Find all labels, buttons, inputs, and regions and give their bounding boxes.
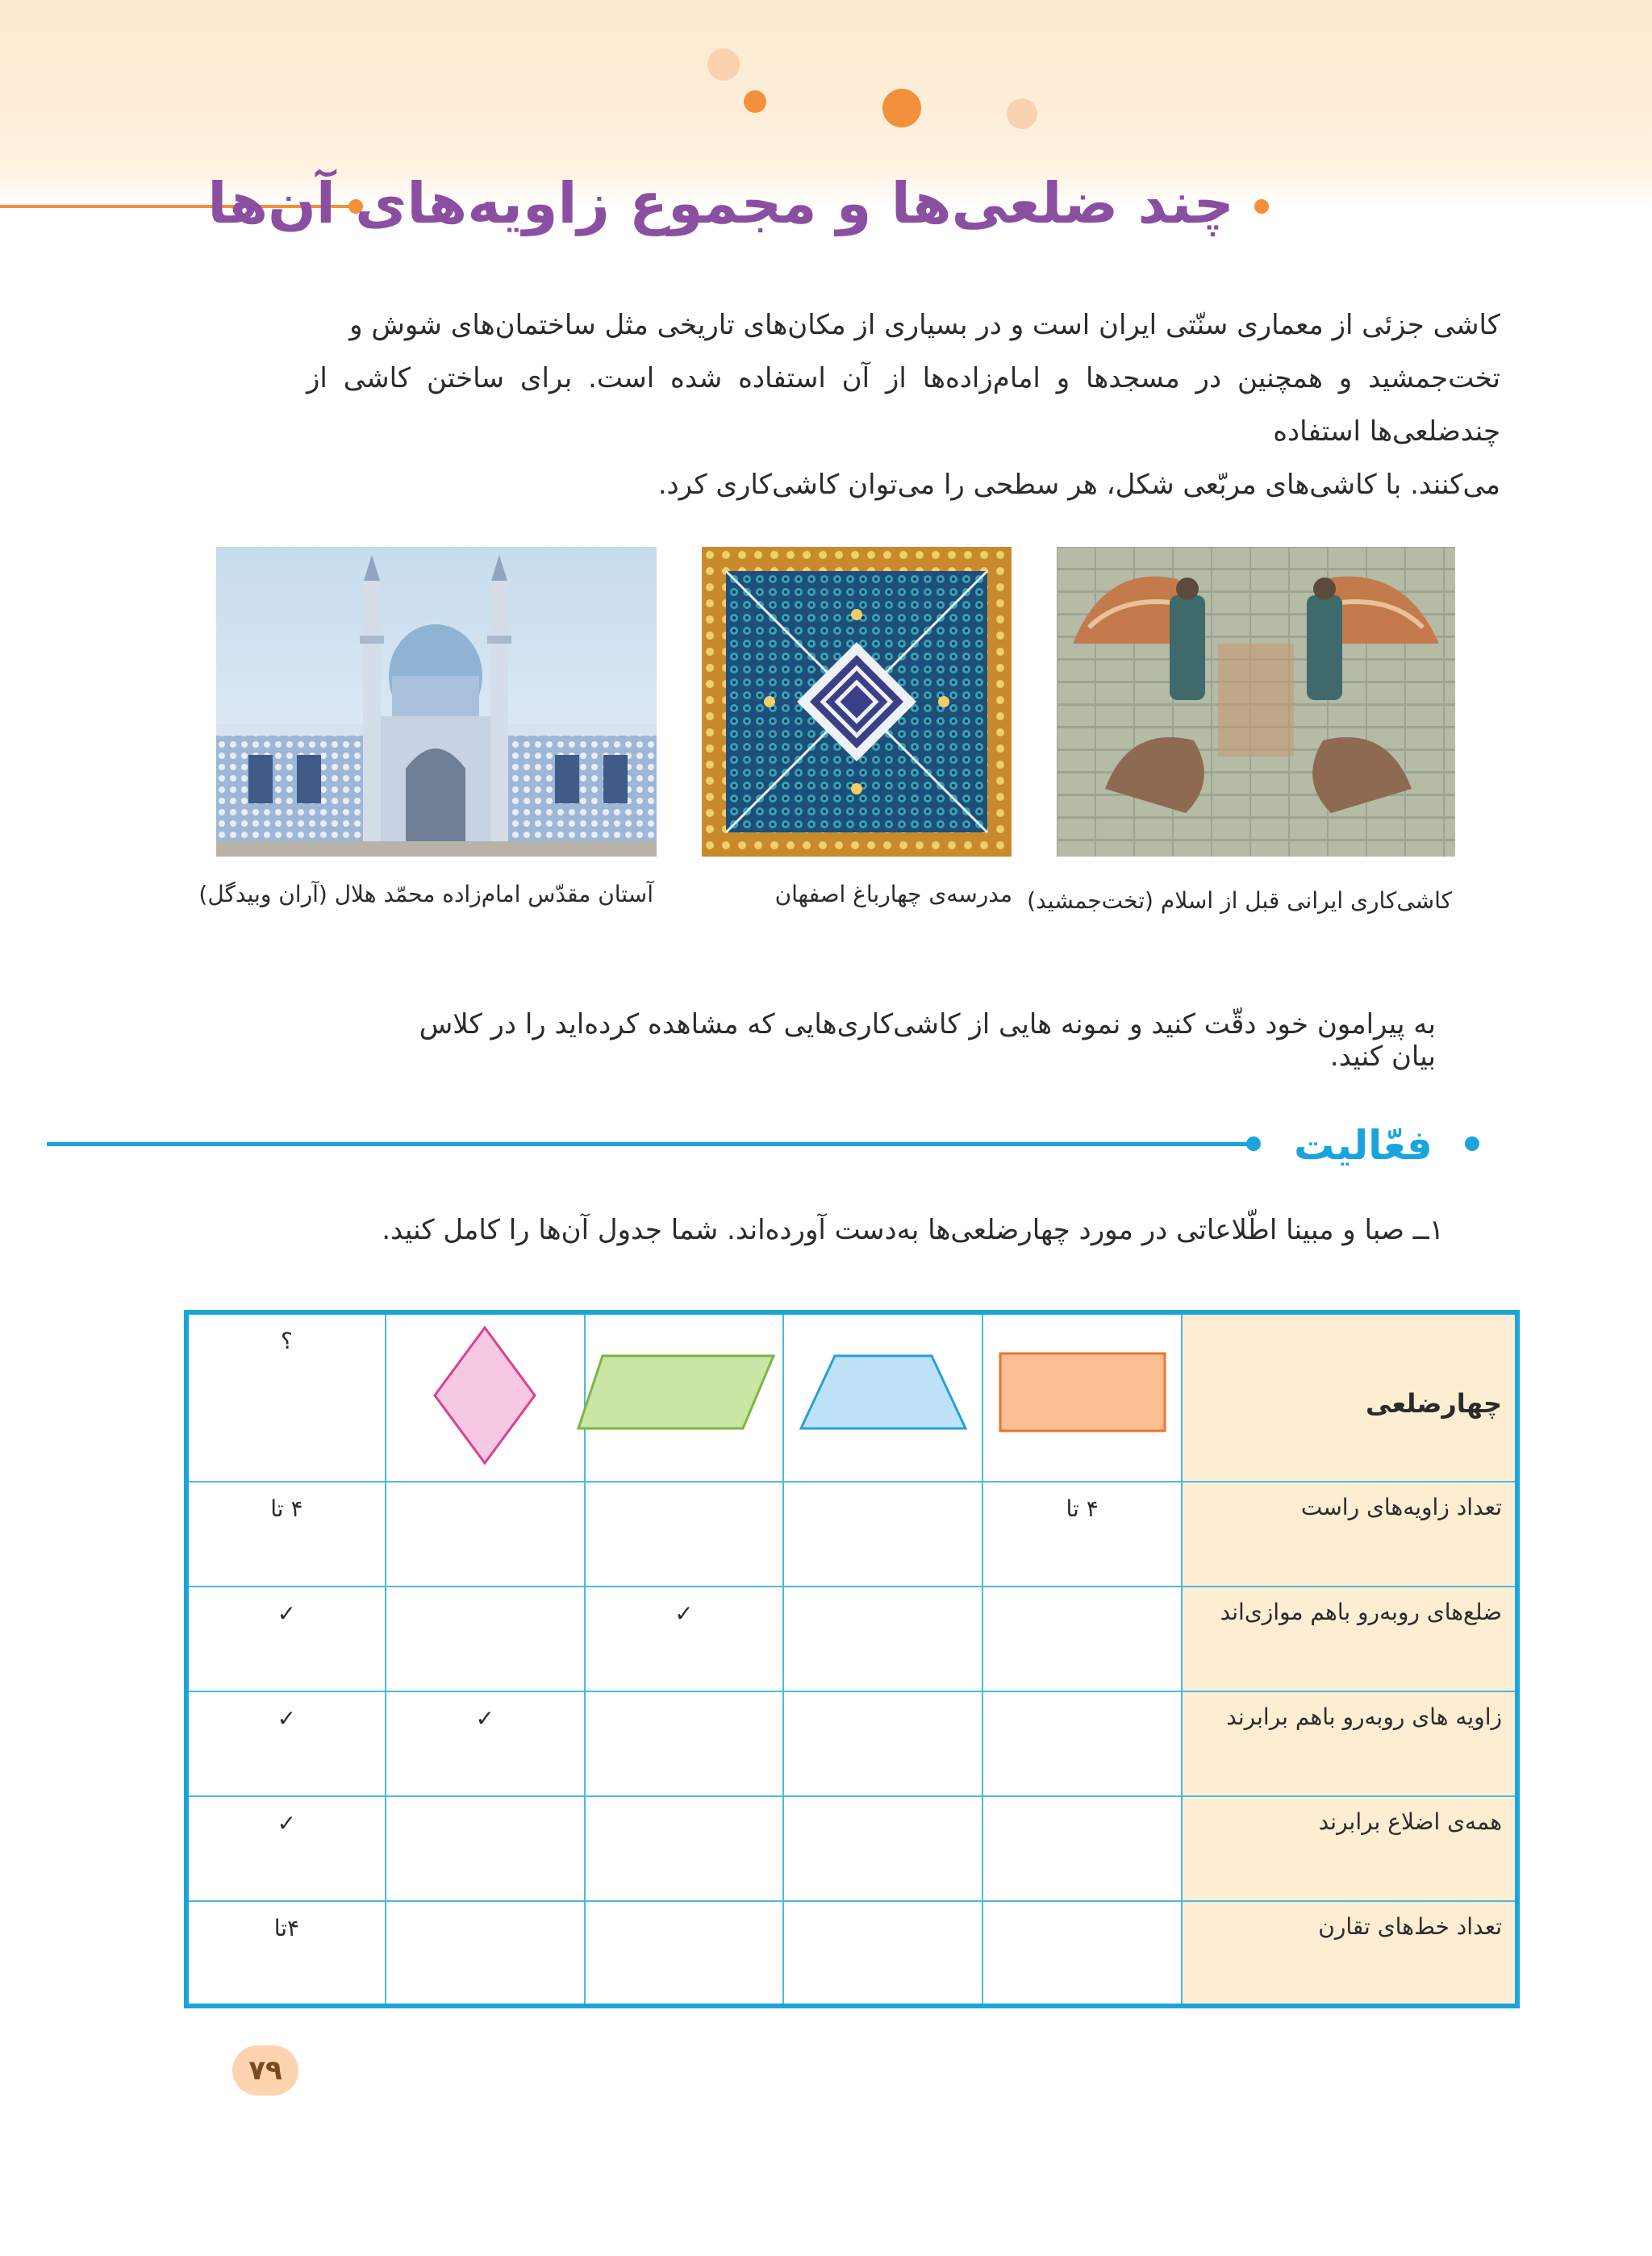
table-cell — [585, 1796, 784, 1901]
persepolis-tile-photo — [1057, 547, 1455, 857]
table-cell — [783, 1482, 982, 1587]
intro-line: تخت‌جمشید و همچنین در مسجدها و امام‌زاده‌ها از آن استفاده شده است. برای ساختن کاشی از چندضلعی‌ها استفاده — [307, 362, 1500, 448]
page-number: ۷۹ — [232, 2045, 298, 2095]
table-cell — [585, 1482, 784, 1587]
title-dot — [1254, 199, 1269, 214]
table-cell: ✓ — [585, 1587, 784, 1691]
table-cell: ۴ تا — [982, 1482, 1182, 1587]
tile-panel-photo — [702, 547, 1012, 857]
table-cell — [982, 1691, 1182, 1796]
table-row — [186, 1796, 1517, 1901]
quadrilateral-table — [184, 1310, 1520, 2008]
activity-title: فعّالیت — [1294, 1122, 1433, 1169]
table-cell — [585, 1691, 784, 1796]
rhombus-shape — [428, 1323, 541, 1468]
table-cell: ✓ — [186, 1691, 386, 1796]
caption-tile-panel: مدرسه‌ی چهارباغ اصفهان — [774, 881, 1012, 907]
table-row — [186, 1482, 1517, 1587]
activity-rule-dot — [1246, 1136, 1261, 1151]
caption-mosque: آستان مقدّس امام‌زاده محمّد هلال (آران وبیدگل) — [198, 881, 653, 907]
row-label: تعداد زاویه‌های راست — [1182, 1482, 1517, 1587]
rhombus-cell — [386, 1312, 585, 1482]
trapezoid-cell — [783, 1312, 982, 1482]
caption-persepolis: کاشی‌کاری ایرانی قبل از اسلام (تخت‌جمشید) — [1027, 887, 1452, 914]
parallelogram-cell — [585, 1312, 784, 1482]
table-cell — [783, 1587, 982, 1691]
table-cell: ✓ — [186, 1796, 386, 1901]
table-cell: ✓ — [186, 1587, 386, 1691]
decor-dot — [744, 90, 766, 113]
table-cell — [982, 1796, 1182, 1901]
table-cell — [386, 1796, 585, 1901]
table-cell — [585, 1901, 784, 2006]
table-cell — [982, 1587, 1182, 1691]
table-cell: ۴ تا — [186, 1482, 386, 1587]
decor-dot — [1007, 98, 1037, 129]
table-cell — [386, 1901, 585, 2006]
rectangle-cell — [982, 1312, 1182, 1482]
intro-line: می‌کنند. با کاشی‌های مربّعی شکل، هر سطحی را می‌توان کاشی‌کاری کرد. — [657, 469, 1500, 501]
trapezoid-shape — [795, 1351, 972, 1440]
table-row — [186, 1587, 1517, 1691]
table-cell — [386, 1587, 585, 1691]
header-label: چهارضلعی — [1365, 1388, 1502, 1419]
activity-rule — [47, 1142, 1257, 1146]
row-label: همه‌ی اضلاع برابرند — [1182, 1796, 1517, 1901]
row-label: ضلع‌های روبه‌رو باهم موازی‌اند — [1182, 1587, 1517, 1691]
row-label: زاویه های روبه‌رو باهم برابرند — [1182, 1691, 1517, 1796]
table-cell: ۴تا — [186, 1901, 386, 2006]
decor-dot — [882, 89, 921, 127]
table-row — [186, 1691, 1517, 1796]
mosque-photo — [216, 547, 657, 857]
unknown-mark: ؟ — [280, 1328, 293, 1354]
table-cell — [982, 1901, 1182, 2006]
unknown-shape-cell — [186, 1312, 386, 1482]
page-title: چند ضلعی‌ها و مجموع زاویه‌های آن‌ها — [207, 170, 1234, 236]
decor-dot — [707, 48, 740, 81]
activity-rule-dot — [1465, 1136, 1479, 1151]
question-1: ۱ــ صبا و مبینا اطّلاعاتی در مورد چهارضلعی‌ها به‌دست آورده‌اند. شما جدول آن‌ها را کامل کنید. — [382, 1214, 1444, 1246]
table-cell — [783, 1796, 982, 1901]
observation-prompt: به پیرامون خود دقّت کنید و نمونه هایی از کاشی‌کاری‌هایی که مشاهده کرده‌اید را در کلاس بیان کنید. — [419, 1008, 1436, 1073]
table-row — [186, 1901, 1517, 2006]
table-row — [186, 1312, 1517, 1482]
rectangle-shape — [994, 1347, 1171, 1444]
parallelogram-shape — [572, 1351, 782, 1440]
table-cell — [386, 1482, 585, 1587]
intro-line: کاشی جزئی از معماری سنّتی ایران است و در بسیاری از مکان‌های تاریخی مثل ساختمان‌های شوش و — [349, 309, 1500, 341]
header-label-cell — [1182, 1312, 1517, 1482]
table-cell — [783, 1901, 982, 2006]
intro-paragraph — [307, 298, 1500, 511]
table-cell — [783, 1691, 982, 1796]
table-cell: ✓ — [386, 1691, 585, 1796]
row-label: تعداد خط‌های تقارن — [1182, 1901, 1517, 2006]
